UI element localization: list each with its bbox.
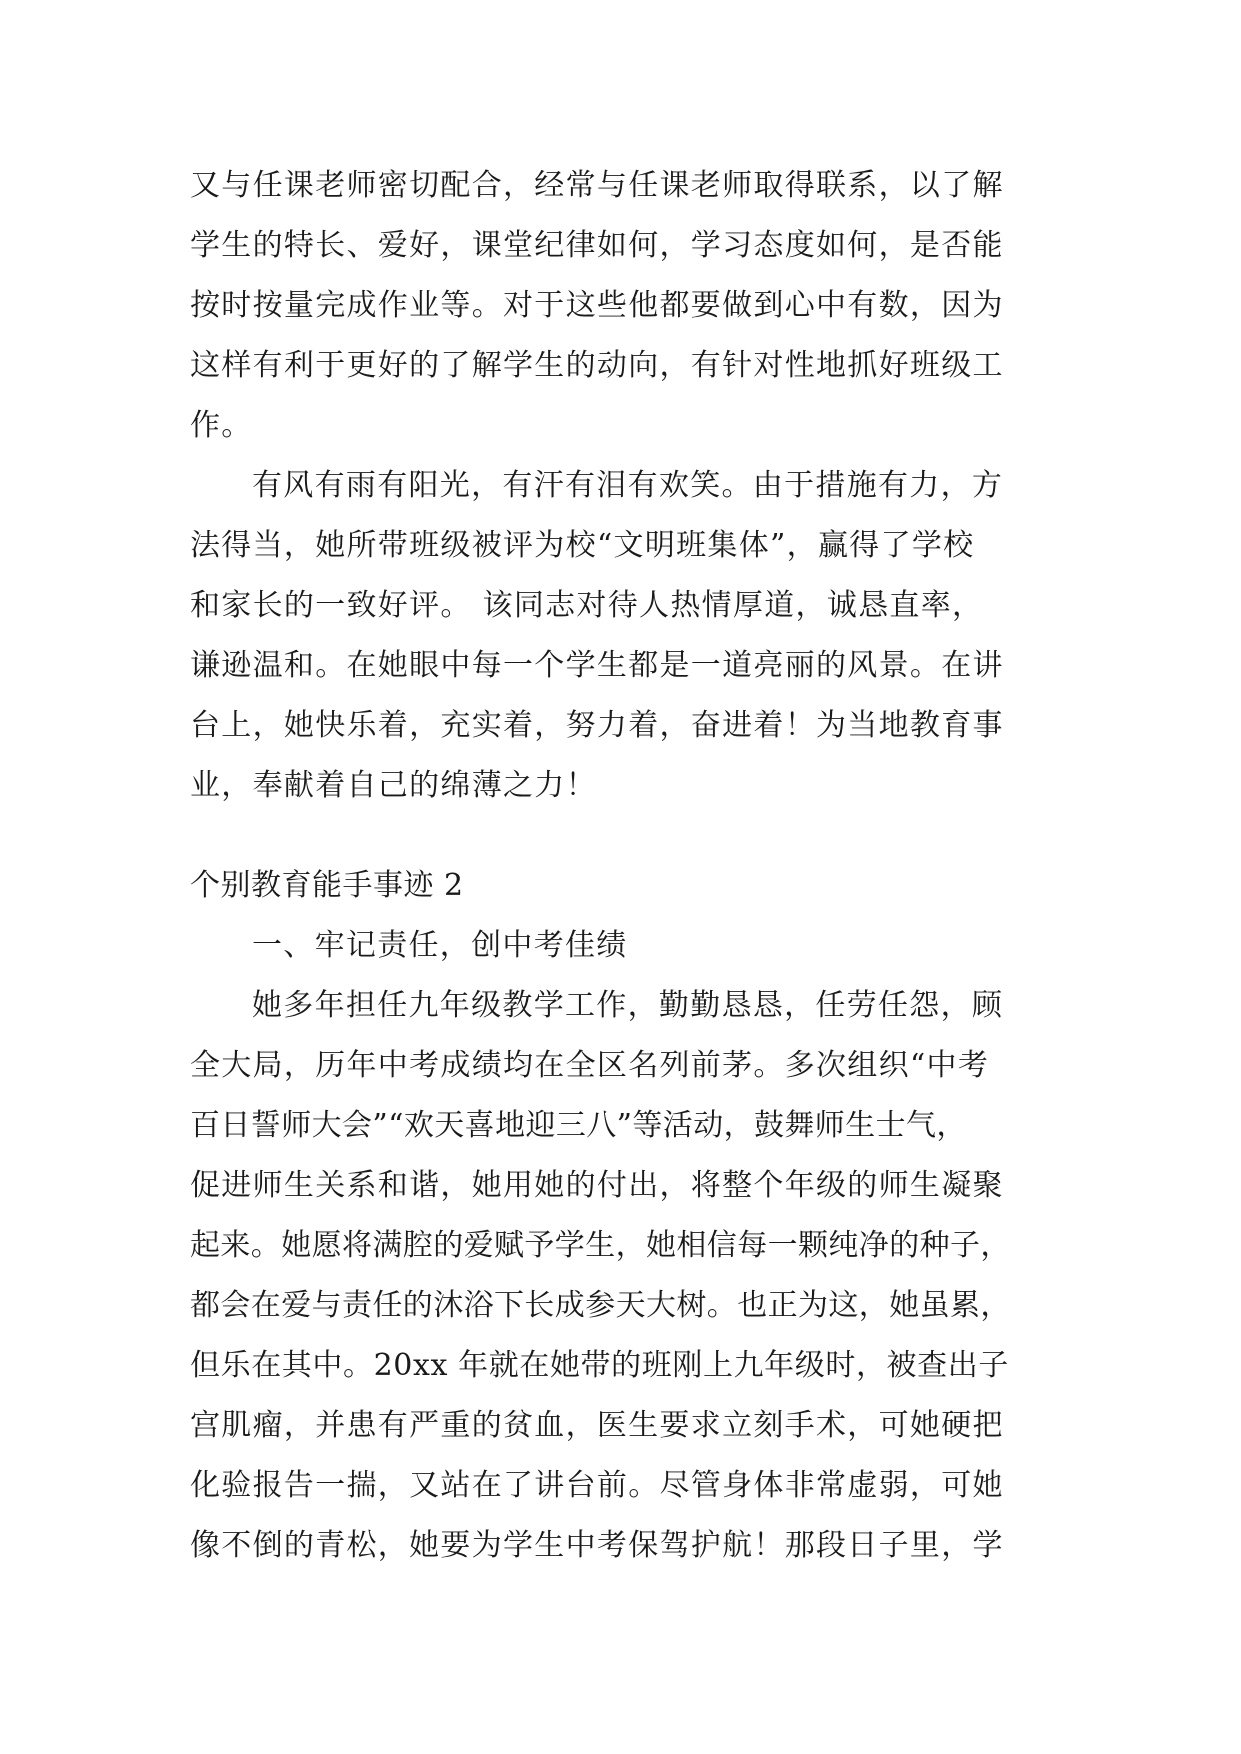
paragraph-line: 按时按量完成作业等。对于这些他都要做到心中有数，因为 — [190, 288, 1004, 323]
paragraph-line: 有风有雨有阳光，有汗有泪有欢笑。由于措施有力，方 — [252, 468, 1004, 503]
section-heading: 个别教育能手事迹 2 — [190, 868, 464, 903]
paragraph-line: 学生的特长、爱好，课堂纪律如何，学习态度如何，是否能 — [190, 228, 1004, 263]
paragraph-line: 百日誓师大会”“欢天喜地迎三八”等活动，鼓舞师生士气， — [190, 1108, 967, 1143]
paragraph-line: 起来。她愿将满腔的爱赋予学生，她相信每一颗纯净的种子， — [190, 1228, 1011, 1263]
paragraph-line: 台上，她快乐着，充实着，努力着，奋进着！为当地教育事 — [190, 708, 1004, 743]
paragraph-line: 作。 — [190, 408, 253, 443]
paragraph-line: 促进师生关系和谐，她用她的付出，将整个年级的师生凝聚 — [190, 1168, 1004, 1203]
paragraph-line: 全大局，历年中考成绩均在全区名列前茅。多次组织“中考 — [190, 1048, 990, 1083]
paragraph-line: 她多年担任九年级教学工作，勤勤恳恳，任劳任怨，顾 — [252, 988, 1004, 1023]
paragraph-line: 业，奉献着自己的绵薄之力！ — [190, 768, 597, 803]
paragraph-line: 但乐在其中。20xx 年就在她带的班刚上九年级时，被查出子 — [190, 1348, 1009, 1383]
paragraph-line: 又与任课老师密切配合，经常与任课老师取得联系，以了解 — [190, 168, 1004, 203]
paragraph-line: 化验报告一揣，又站在了讲台前。尽管身体非常虚弱，可她 — [190, 1468, 1004, 1503]
paragraph-line: 和家长的一致好评。 该同志对待人热情厚道，诚恳直率， — [190, 588, 984, 623]
paragraph-line: 这样有利于更好的了解学生的动向，有针对性地抓好班级工 — [190, 348, 1004, 383]
paragraph-line: 像不倒的青松，她要为学生中考保驾护航！那段日子里，学 — [190, 1528, 1004, 1563]
paragraph-line: 宫肌瘤，并患有严重的贫血，医生要求立刻手术，可她硬把 — [190, 1408, 1004, 1443]
paragraph-line: 都会在爱与责任的沐浴下长成参天大树。也正为这，她虽累， — [190, 1288, 1011, 1323]
subheading: 一、牢记责任，创中考佳绩 — [252, 928, 628, 963]
paragraph-line: 法得当，她所带班级被评为校“文明班集体”，赢得了学校 — [190, 528, 975, 563]
paragraph-line: 谦逊温和。在她眼中每一个学生都是一道亮丽的风景。在讲 — [190, 648, 1004, 683]
